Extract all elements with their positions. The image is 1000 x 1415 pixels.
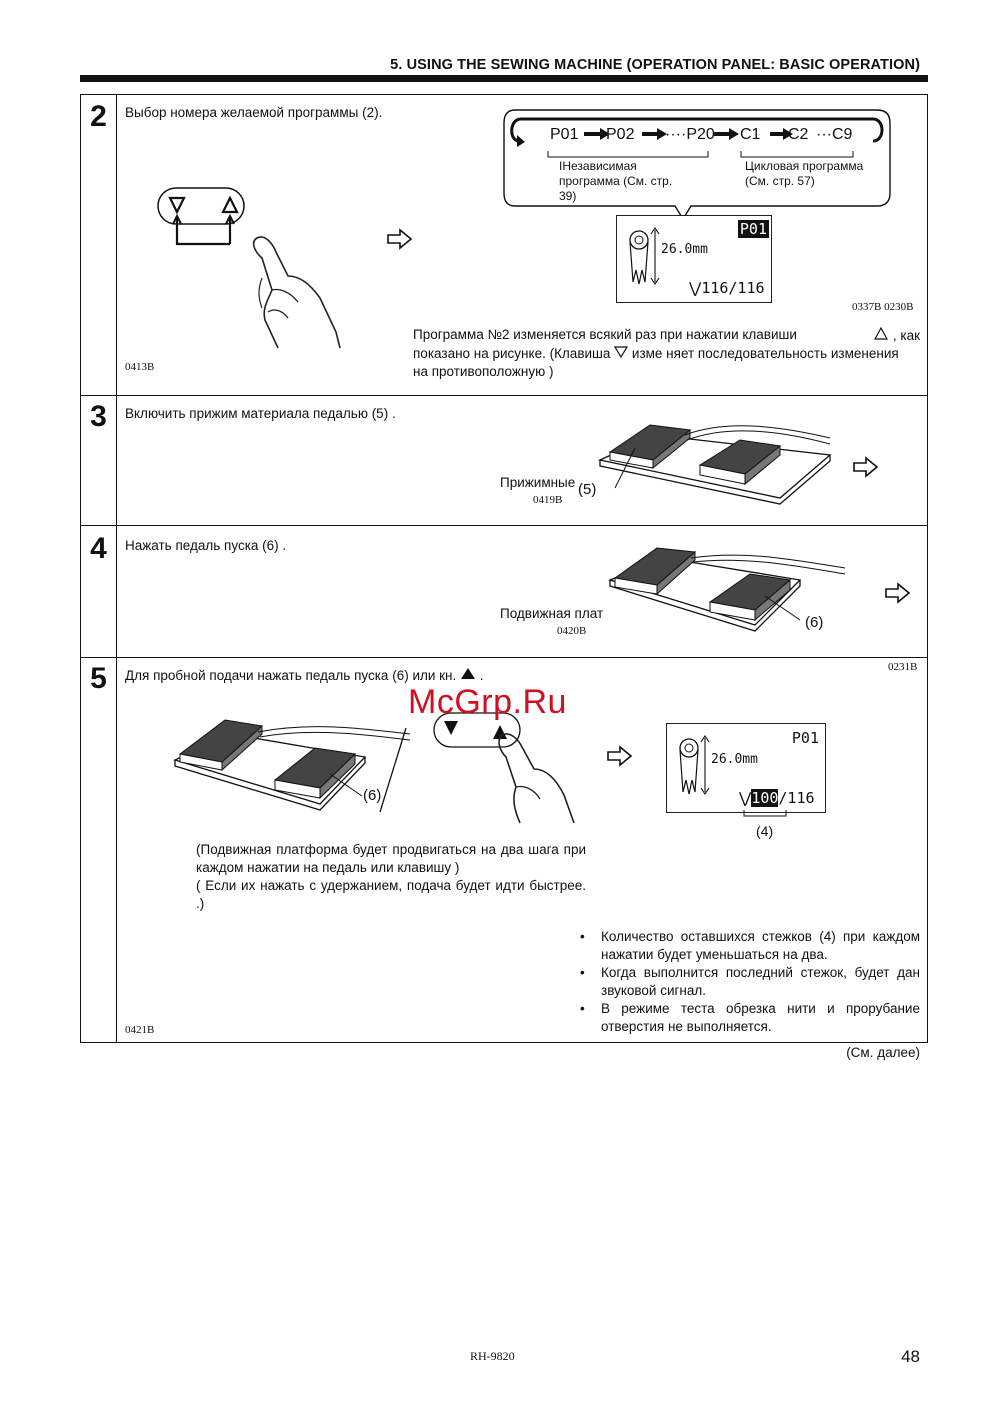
step3-text: Включить прижим материала педалью (5) . bbox=[125, 406, 396, 421]
image-code: 0231B bbox=[888, 661, 918, 673]
down-triangle-key-icon bbox=[444, 721, 458, 735]
step-number: 5 bbox=[90, 662, 107, 695]
key-press-illustration bbox=[150, 180, 400, 350]
row-divider bbox=[81, 395, 927, 396]
callout-label: (6) bbox=[805, 614, 824, 631]
row-divider bbox=[81, 525, 927, 526]
step2-text: Выбор номера желаемой программы (2). bbox=[125, 105, 383, 120]
callout-bracket bbox=[740, 808, 790, 822]
callout-label: (5) bbox=[578, 481, 597, 498]
cycle-label: C2 bbox=[788, 126, 809, 143]
step5-bullets bbox=[580, 928, 920, 1036]
cycle-label: C1 bbox=[740, 126, 761, 143]
footer-model: RH-9820 bbox=[470, 1349, 515, 1363]
down-triangle-key-icon bbox=[614, 346, 628, 358]
cycle-label: P01 bbox=[550, 126, 579, 143]
callout-label: (4) bbox=[756, 823, 774, 839]
stitch-count: ⋁116/116 bbox=[689, 279, 765, 297]
lcd-display bbox=[616, 215, 772, 303]
needle-icon: ⋁ bbox=[689, 279, 702, 297]
step5-text: Для пробной подачи нажать педаль пуска (6) или кн. . bbox=[125, 668, 484, 683]
stitch-length: 26.0mm bbox=[661, 242, 708, 257]
cycle-program-label: Цикловая программа (См. стр. 57) bbox=[745, 159, 864, 188]
image-code: 0337B 0230B bbox=[852, 301, 914, 313]
image-code: 0420B bbox=[557, 625, 587, 637]
independent-program-label: IНезависимая программа (См. стр. 39) bbox=[559, 159, 673, 203]
down-triangle-key-icon bbox=[170, 198, 184, 212]
program-number: P01 bbox=[739, 220, 767, 238]
pedal-label: Прижимные bbox=[500, 475, 576, 490]
step-number: 2 bbox=[90, 100, 107, 133]
stitch-count: ⋁100/116 bbox=[739, 789, 815, 807]
key-press-illustration bbox=[430, 707, 580, 827]
callout-label: (6) bbox=[363, 787, 382, 804]
image-code: 0421B bbox=[125, 1024, 155, 1036]
foot-pedal-illustration bbox=[595, 410, 840, 505]
right-arrow-icon bbox=[852, 456, 880, 478]
step2-note: Программа №2 изменяется всякий раз при нажатии клавиши , как показано на рисунке. (Клавиша изме няет последовательность изменения на противоположную ) bbox=[413, 327, 920, 379]
up-triangle-key-icon bbox=[223, 198, 237, 212]
page-number: 48 bbox=[901, 1347, 920, 1366]
right-arrow-icon bbox=[884, 582, 912, 604]
cycle-label: ····P20 bbox=[665, 126, 715, 143]
step5-paren-note: (Подвижная платформа будет продвигаться на два шага при каждом нажатии на педаль или клавишу ) ( Если их нажать с удержанием, подача будет идти быстрее. .) bbox=[196, 842, 586, 911]
see-next-text: (См. далее) bbox=[846, 1045, 920, 1060]
stitch-length: 26.0mm bbox=[711, 752, 758, 767]
step-number: 4 bbox=[90, 532, 107, 565]
list-item: • В режиме теста обрезка нити и прорубание отверстия не выполняется. bbox=[580, 1000, 920, 1036]
list-item: • Количество оставшихся стежков (4) при каждом нажатии будет уменьшаться на два. bbox=[580, 928, 920, 964]
pedal-label: Подвижная плат bbox=[500, 606, 604, 621]
up-triangle-key-icon bbox=[873, 326, 889, 340]
program-number: P01 bbox=[791, 729, 819, 747]
step4-text: Нажать педаль пуска (6) . bbox=[125, 538, 287, 553]
right-arrow-icon bbox=[386, 228, 414, 250]
image-code: 0413B bbox=[125, 361, 155, 373]
column-divider bbox=[116, 95, 117, 1042]
lcd-display bbox=[666, 723, 826, 813]
row-divider bbox=[81, 657, 927, 658]
watermark: McGrp.Ru bbox=[408, 683, 567, 721]
section-header: 5. USING THE SEWING MACHINE (OPERATION PANEL: BASIC OPERATION) bbox=[390, 57, 920, 73]
header-rule bbox=[80, 75, 928, 82]
right-arrow-icon bbox=[606, 745, 634, 767]
cycle-label: P02 bbox=[606, 126, 635, 143]
needle-icon: ⋁ bbox=[739, 789, 752, 807]
up-triangle-key-icon bbox=[460, 667, 476, 680]
cycle-label: ···C9 bbox=[816, 126, 853, 143]
list-item: • Когда выполнится последний стежок, будет дан звуковой сигнал. bbox=[580, 964, 920, 1000]
step-number: 3 bbox=[90, 400, 107, 433]
buttonhole-icon bbox=[621, 222, 671, 292]
image-code: 0419B bbox=[533, 494, 563, 506]
